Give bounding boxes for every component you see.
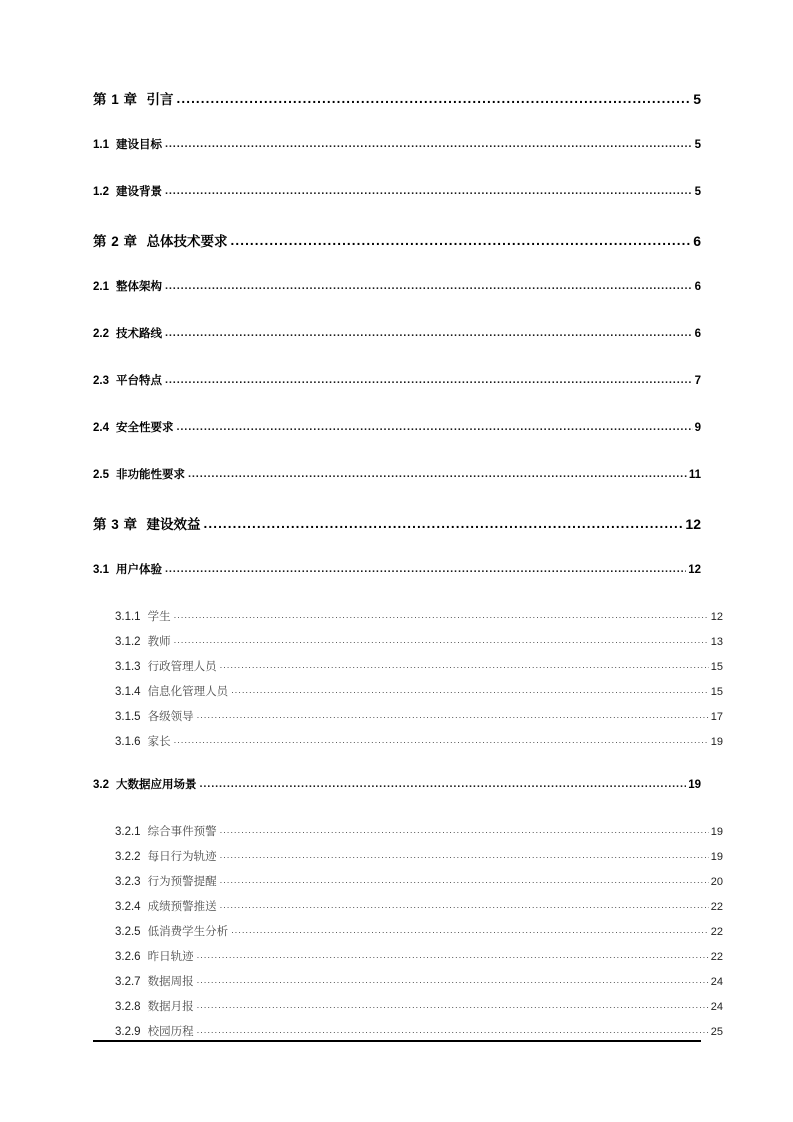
toc-entry-page-number: 17 (710, 711, 723, 723)
toc-entry-title: 数据月报 (147, 1001, 194, 1013)
toc-entry-page-number: 15 (710, 661, 723, 673)
footer-separator-rule (93, 1040, 701, 1042)
toc-dot-leader (174, 734, 709, 746)
toc-dot-leader (204, 516, 684, 530)
toc-entry-page-number: 24 (710, 976, 723, 988)
toc-entry-label (115, 873, 219, 889)
toc-entry-3.1.4[interactable] (115, 683, 723, 700)
toc-entry-number: 3.2.8 (115, 1001, 141, 1013)
toc-dot-leader (197, 1024, 709, 1036)
toc-entry-title: 低消费学生分析 (147, 926, 229, 938)
toc-entry-2.5[interactable] (93, 466, 701, 483)
toc-entry-label (115, 823, 219, 839)
toc-entry-1.1[interactable] (93, 136, 701, 153)
toc-entry-label (93, 278, 164, 294)
toc-entry-title: 每日行为轨迹 (147, 851, 217, 863)
toc-entry-3.2.7[interactable] (115, 973, 723, 990)
toc-entry-page-number: 12 (688, 564, 701, 576)
toc-entry-2.2[interactable] (93, 325, 701, 342)
toc-entry-3.2.5[interactable] (115, 923, 723, 940)
toc-entry-3.2.8[interactable] (115, 998, 723, 1015)
toc-entry-1[interactable] (93, 88, 701, 107)
toc-entry-number: 2.2 (93, 328, 109, 340)
toc-entry-number: 3.1.1 (115, 611, 141, 623)
toc-entry-title: 引言 (146, 92, 174, 107)
toc-dot-leader (231, 684, 709, 696)
toc-entry-number: 3.1 (93, 564, 109, 576)
toc-entry-3[interactable] (93, 513, 701, 532)
toc-entry-number: 第 2 章 (93, 234, 138, 249)
toc-dot-leader (231, 233, 692, 247)
toc-entry-page-number: 24 (710, 1001, 723, 1013)
toc-entry-1.2[interactable] (93, 183, 701, 200)
toc-entry-number: 3.1.2 (115, 636, 141, 648)
toc-dot-leader (197, 709, 709, 721)
toc-entry-number: 2.1 (93, 281, 109, 293)
toc-entry-3.1.1[interactable] (115, 608, 723, 625)
toc-entry-number: 3.2.2 (115, 851, 141, 863)
toc-dot-leader (165, 184, 693, 196)
toc-entry-title: 建设目标 (116, 139, 162, 151)
toc-entry-title: 大数据应用场景 (116, 779, 197, 791)
toc-entry-label (115, 848, 219, 864)
toc-entry-page-number: 12 (685, 516, 701, 532)
toc-dot-leader (165, 562, 686, 574)
toc-entry-label (115, 948, 196, 964)
toc-dot-leader (220, 899, 709, 911)
toc-entry-page-number: 6 (694, 281, 701, 293)
toc-entry-title: 综合事件预警 (147, 826, 217, 838)
toc-entry-title: 平台特点 (116, 375, 162, 387)
toc-entry-label (115, 898, 219, 914)
toc-entry-number: 3.2 (93, 779, 109, 791)
toc-entry-title: 行为预警提醒 (147, 876, 217, 888)
toc-dot-leader (165, 279, 693, 291)
toc-entry-3.2.4[interactable] (115, 898, 723, 915)
toc-entry-label (115, 708, 196, 724)
toc-entry-page-number: 5 (694, 139, 701, 151)
toc-entry-label (115, 998, 196, 1014)
toc-entry-title: 昨日轨迹 (147, 951, 194, 963)
toc-dot-leader (200, 777, 687, 789)
toc-entry-label (93, 561, 164, 577)
toc-entry-title: 成绩预警推送 (147, 901, 217, 913)
toc-dot-leader (174, 609, 709, 621)
toc-entry-label (93, 325, 164, 341)
toc-entry-label (93, 466, 187, 482)
toc-entry-3.1.2[interactable] (115, 633, 723, 650)
toc-entry-page-number: 11 (688, 469, 701, 481)
toc-entry-number: 3.2.6 (115, 951, 141, 963)
toc-entry-page-number: 6 (693, 233, 701, 249)
table-of-contents (93, 88, 723, 1048)
toc-entry-number: 3.2.9 (115, 1026, 141, 1038)
toc-dot-leader (197, 999, 709, 1011)
toc-entry-page-number: 19 (688, 779, 701, 791)
toc-entry-title: 整体架构 (116, 281, 162, 293)
toc-entry-title: 各级领导 (147, 711, 194, 723)
toc-entry-number: 2.3 (93, 375, 109, 387)
toc-dot-leader (220, 849, 709, 861)
toc-entry-number: 3.1.4 (115, 686, 141, 698)
toc-entry-page-number: 22 (710, 926, 723, 938)
toc-dot-leader (165, 326, 693, 338)
toc-entry-3.2.3[interactable] (115, 873, 723, 890)
toc-entry-page-number: 12 (710, 611, 723, 623)
toc-entry-page-number: 19 (710, 826, 723, 838)
toc-entry-number: 1.2 (93, 186, 109, 198)
toc-entry-title: 数据周报 (147, 976, 194, 988)
toc-entry-label (93, 419, 176, 435)
toc-entry-label (93, 183, 164, 199)
toc-entry-label (93, 776, 199, 792)
toc-dot-leader (165, 373, 693, 385)
toc-entry-2.4[interactable] (93, 419, 701, 436)
toc-entry-title: 安全性要求 (116, 422, 174, 434)
toc-entry-label (93, 136, 164, 152)
toc-entry-page-number: 15 (710, 686, 723, 698)
toc-entry-page-number: 7 (694, 375, 701, 387)
toc-entry-title: 用户体验 (116, 564, 162, 576)
toc-entry-number: 3.1.5 (115, 711, 141, 723)
toc-entry-title: 教师 (147, 636, 171, 648)
toc-entry-2.3[interactable] (93, 372, 701, 389)
toc-entry-2.1[interactable] (93, 278, 701, 295)
toc-entry-page-number: 20 (710, 876, 723, 888)
toc-entry-page-number: 22 (710, 901, 723, 913)
toc-entry-number: 3.2.4 (115, 901, 141, 913)
toc-entry-title: 建设背景 (116, 186, 162, 198)
toc-entry-page-number: 9 (694, 422, 701, 434)
toc-entry-title: 信息化管理人员 (147, 686, 229, 698)
toc-entry-label (115, 923, 230, 939)
toc-entry-3.2[interactable] (93, 776, 701, 793)
toc-entry-title: 总体技术要求 (146, 234, 228, 249)
toc-entry-title: 校园历程 (147, 1026, 194, 1038)
toc-entry-label (115, 733, 173, 749)
toc-entry-page-number: 6 (694, 328, 701, 340)
toc-entry-title: 家长 (147, 736, 171, 748)
toc-entry-number: 3.2.7 (115, 976, 141, 988)
toc-entry-title: 行政管理人员 (147, 661, 217, 673)
toc-dot-leader (197, 974, 709, 986)
toc-dot-leader (220, 824, 709, 836)
toc-dot-leader (231, 924, 709, 936)
toc-dot-leader (177, 91, 692, 105)
toc-dot-leader (177, 420, 693, 432)
toc-entry-page-number: 25 (710, 1026, 723, 1038)
toc-entry-number: 2.4 (93, 422, 109, 434)
toc-entry-title: 建设效益 (146, 517, 201, 532)
toc-dot-leader (220, 874, 709, 886)
toc-dot-leader (220, 659, 709, 671)
toc-entry-page-number: 5 (694, 186, 701, 198)
toc-entry-2[interactable] (93, 230, 701, 249)
toc-entry-number: 3.2.3 (115, 876, 141, 888)
toc-entry-3.1.3[interactable] (115, 658, 723, 675)
toc-entry-number: 1.1 (93, 139, 109, 151)
toc-entry-label (115, 608, 173, 624)
toc-entry-3.1.5[interactable] (115, 708, 723, 725)
toc-entry-number: 第 1 章 (93, 92, 138, 107)
toc-dot-leader (165, 137, 693, 149)
toc-entry-3.2.9[interactable] (115, 1023, 723, 1040)
toc-entry-label (115, 658, 219, 674)
toc-entry-title: 学生 (147, 611, 171, 623)
toc-entry-3.1.6[interactable] (115, 733, 723, 750)
toc-dot-leader (188, 467, 687, 479)
toc-entry-page-number: 5 (693, 91, 701, 107)
toc-entry-number: 3.1.3 (115, 661, 141, 673)
toc-entry-3.2.2[interactable] (115, 848, 723, 865)
toc-entry-title: 非功能性要求 (116, 469, 185, 481)
toc-entry-label (93, 372, 164, 388)
toc-entry-number: 3.2.1 (115, 826, 141, 838)
toc-entry-3.2.1[interactable] (115, 823, 723, 840)
toc-entry-label (115, 1023, 196, 1039)
toc-entry-number: 2.5 (93, 469, 109, 481)
toc-entry-page-number: 19 (710, 736, 723, 748)
toc-entry-label (93, 230, 230, 249)
toc-entry-number: 第 3 章 (93, 517, 138, 532)
toc-entry-page-number: 22 (710, 951, 723, 963)
toc-entry-number: 3.1.6 (115, 736, 141, 748)
toc-entry-label (115, 633, 173, 649)
toc-dot-leader (174, 634, 709, 646)
toc-entry-number: 3.2.5 (115, 926, 141, 938)
toc-entry-page-number: 13 (710, 636, 723, 648)
toc-entry-label (115, 973, 196, 989)
toc-entry-title: 技术路线 (116, 328, 162, 340)
toc-dot-leader (197, 949, 709, 961)
toc-entry-3.1[interactable] (93, 561, 701, 578)
toc-entry-page-number: 19 (710, 851, 723, 863)
toc-entry-3.2.6[interactable] (115, 948, 723, 965)
toc-entry-label (115, 683, 230, 699)
toc-entry-label (93, 88, 176, 107)
toc-entry-label (93, 513, 203, 532)
